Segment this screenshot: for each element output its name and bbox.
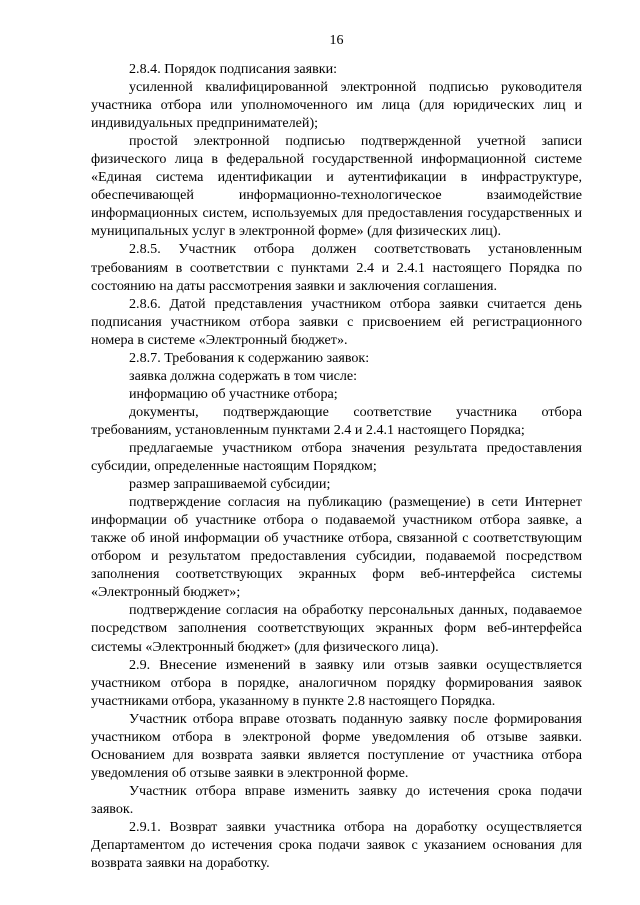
paragraph-documents: документы, подтверждающие соответствие участника отбора требованиям, установленным пунктами 2.4 и 2.4.1 настоящего Порядка; — [91, 403, 582, 438]
paragraph-qualified-signature: усиленной квалифицированной электронной подписью руководителя участника отбора или уполномоченного им лица (для юридических лиц и индивидуальных предпринимателей); — [91, 79, 582, 132]
paragraph-2-9: 2.9. Внесение изменений в заявку или отзыв заявки осуществляется участником отбора в порядке, аналогичном порядку формирования заявок участниками отбора, указанному в пункте 2.8 настоящего Порядка. — [91, 656, 582, 709]
paragraph-2-8-4: 2.8.4. Порядок подписания заявки: — [129, 61, 338, 77]
paragraph-withdraw-application: Участник отбора вправе отозвать поданную заявку после формирования участником отбора в электроной форме уведомления об отзыве заявки. Основанием для возврата заявки является поступление от участника отбора уведомления об отзыве заявки в электронной форме. — [91, 710, 582, 781]
paragraph-simple-signature: простой электронной подписью подтвержденной учетной записи физического лица в федеральной государственной информационной системе «Единая система идентификации и аутентификации в инфраструктуре, обеспечивающей информационно-технологическое взаимодействие информационных систем, используемых для предоставления государственных и муниципальных услуг в электронной форме» (для физических лиц). — [91, 133, 582, 240]
paragraph-2-8-7: 2.8.7. Требования к содержанию заявок: — [129, 349, 370, 366]
paragraph-2-9-1: 2.9.1. Возврат заявки участника отбора на доработку осуществляется Департаментом до истечения срока подачи заявок с указанием основания для возврата заявки на доработку. — [91, 818, 582, 872]
paragraph-personal-data-consent: подтверждение согласия на обработку персональных данных, подаваемое посредством заполнения соответствующих экранных форм веб-интерфейса системы «Электронный бюджет» (для физического лица). — [91, 602, 582, 655]
paragraph-subsidy-size: размер запрашиваемой субсидии; — [129, 476, 331, 493]
page-number: 16 — [329, 33, 344, 48]
paragraph-application-contents: заявка должна содержать в том числе: — [129, 367, 358, 384]
paragraph-2-8-6: 2.8.6. Датой представления участником отбора заявки считается день подписания участником отбора заявки с присвоением ей регистрационного номера в системе «Электронный бюджет». — [91, 295, 582, 348]
paragraph-publication-consent: подтверждение согласия на публикацию (размещение) в сети Интернет информации об участнике отбора о подаваемой участником отбора заявке, а также об иной информации об участнике отбора, связанной с соответствующим отбором и результатом предоставления субсидии, подаваемой посредством заполнения соответствующих экранных форм веб-интерфейса системы «Электронный бюджет»; — [91, 494, 582, 601]
paragraph-2-8-5: 2.8.5. Участник отбора должен соответствовать установленным требованиям в соответствии с пунктами 2.4 и 2.4.1 настоящего Порядка по состоянию на даты рассмотрения заявки и заключения соглашения. — [91, 241, 582, 294]
paragraph-change-application: Участник отбора вправе изменить заявку до истечения срока подачи заявок. — [91, 782, 582, 817]
paragraph-participant-info: информацию об участнике отбора; — [129, 385, 338, 402]
paragraph-result-values: предлагаемые участником отбора значения результата предоставления субсидии, определенные настоящим Порядком; — [91, 439, 582, 475]
